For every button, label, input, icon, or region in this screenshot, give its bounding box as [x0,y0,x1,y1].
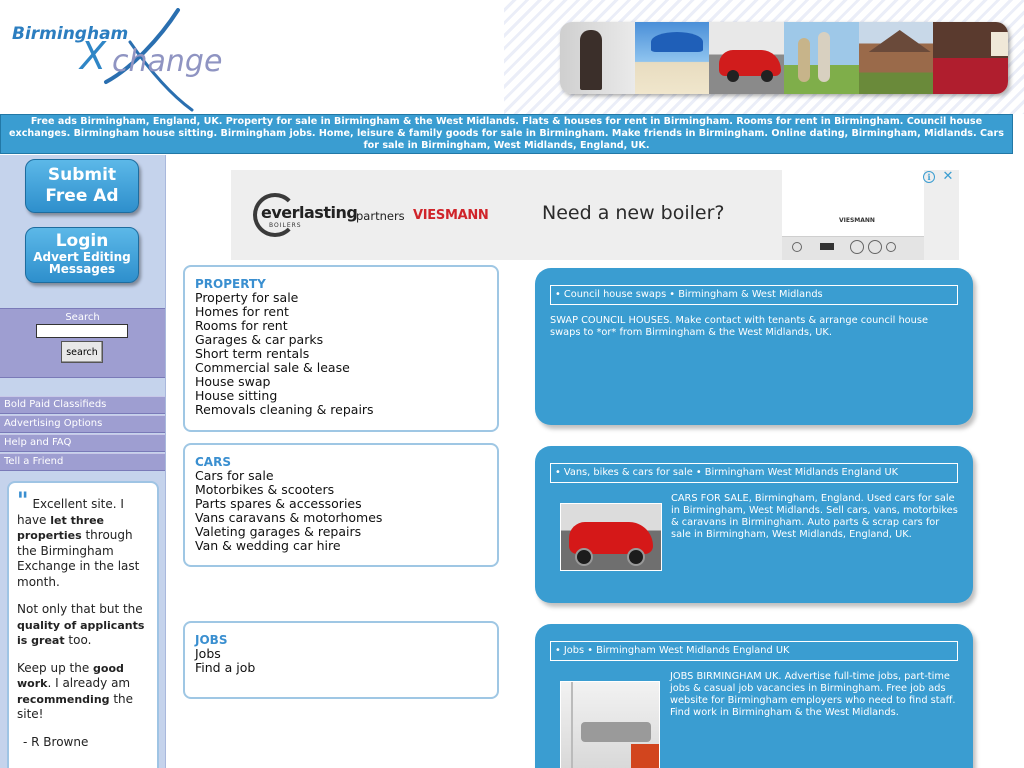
ad-close-icon[interactable]: ✕ [942,170,954,184]
cars-link[interactable]: Van & wedding car hire [195,538,341,553]
login-button-line1: Login [55,231,109,251]
testimonial-bold-text: quality of applicants is great [17,618,145,647]
site-description-banner: Free ads Birmingham, England, UK. Property for sale in Birmingham & the West Midlands. Flats & houses for rent in Birmingham. Rooms for rent in Birmingham. Council house exchanges. Birmingham house sitting. Birmingham jobs. Home, leisure & family goods for sale in Birmingham. Make friends in Birmingham. Online dating, Birmingham, Midlands. Cars for sale in Birmingham, West Midlands, England, UK. [0,114,1013,154]
property-link[interactable]: Homes for rent [195,304,289,319]
property-link[interactable]: Property for sale [195,290,299,305]
quote-mark-icon: " [17,488,29,514]
ad-partner-logo: VIESMANN [413,208,489,223]
property-link[interactable]: Rooms for rent [195,318,288,333]
ad-headline: Need a new boiler? [542,202,725,224]
testimonial-text: the site! [17,691,134,721]
testimonial-text: Keep up the [17,660,94,675]
office-thumbnail[interactable] [560,681,660,768]
council-house-promo-title[interactable]: • Council house swaps • Birmingham & West Midlands [550,285,958,305]
logo-x-letter: X [80,34,107,78]
red-car-photo [709,22,784,94]
red-car-thumbnail[interactable] [560,503,662,571]
cars-heading[interactable]: CARS [195,455,231,469]
bedroom-photo [933,22,1008,94]
search-panel [0,308,165,378]
sidebar-item-advertising-options[interactable]: Advertising Options [0,415,165,433]
cars-category-box [183,443,499,567]
property-heading[interactable]: PROPERTY [195,277,266,291]
property-link[interactable]: Garages & car parks [195,332,324,347]
jobs-promo-title[interactable]: • Jobs • Birmingham West Midlands England UK [550,641,958,661]
cars-promo-title[interactable]: • Vans, bikes & cars for sale • Birmingham West Midlands England UK [550,463,958,483]
header [0,0,1024,151]
login-button[interactable] [25,227,139,283]
ad-partners-text: partners [356,209,405,223]
testimonial-bold-text: good work [17,661,124,690]
cars-link[interactable]: Parts spares & accessories [195,496,362,511]
testimonial-text: through the Birmingham Exchange in the last month. [17,528,140,589]
jobs-promo-text: JOBS BIRMINGHAM UK. Advertise full-time jobs, part-time jobs & casual job vacancies in Birmingham. Free job ads website for Birmingham employers who need to find staff. Find work in Birmingham & the West Midlands. [670,671,956,718]
main-content [167,155,1024,768]
cars-promo-text: CARS FOR SALE, Birmingham, England. Used cars for sale in Birmingham, West Midlands. Sell cars, vans, motorbikes & caravans in Birmingham. Auto parts & scrap cars for sale in Birmingham, West Midlands, England, UK. [671,493,958,540]
cars-link[interactable]: Valeting garages & repairs [195,524,362,539]
property-link[interactable]: House sitting [195,388,278,403]
login-button-line3: Messages [48,262,116,276]
testimonial-paragraph-2 [17,602,149,649]
jobs-category-box [183,621,499,699]
login-button-line2: Advert Editing [33,250,131,264]
couple-photo [560,22,635,94]
advertisement-banner[interactable] [231,170,959,260]
jobs-heading[interactable]: JOBS [195,633,228,647]
search-label: Search [65,312,100,323]
testimonial-text: too. [64,633,92,647]
property-link[interactable]: House swap [195,374,271,389]
beach-umbrella-photo [635,22,710,94]
logo-change-text: change [112,44,223,79]
testimonial-paragraph-3 [17,661,149,723]
council-house-promo [535,268,973,425]
jobs-link[interactable]: Jobs [195,646,221,661]
testimonial-bold-text: let three properties [17,513,105,542]
ad-brand-name: everlasting [261,203,358,222]
property-link[interactable]: Removals cleaning & repairs [195,402,374,417]
submit-free-ad-button[interactable] [25,159,139,213]
testimonial-bold-text: recommending [17,692,110,706]
submit-button-line2: Free Ad [45,186,119,206]
sidebar-menu [0,396,165,472]
testimonial-text: Not only that but the [17,602,143,616]
testimonial-text: . I already am [47,676,131,690]
cars-promo [535,446,973,603]
logo-birmingham-text: Birmingham [12,24,129,44]
testimonial-text: Excellent site. I have [17,497,124,527]
testimonial-paragraph-1 [17,488,149,590]
house-photo [859,22,934,94]
search-input[interactable] [36,324,128,338]
ad-info-icon[interactable]: i [923,171,935,183]
property-link[interactable]: Commercial sale & lease [195,360,350,375]
testimonial-author: - R Browne [23,734,89,749]
cars-link[interactable]: Vans caravans & motorhomes [195,510,383,525]
sidebar-item-bold-paid-classifieds[interactable]: Bold Paid Classifieds [0,396,165,414]
sidebar [0,155,166,768]
council-house-promo-text: SWAP COUNCIL HOUSES. Make contact with tenants & arrange council house swaps to *or* from Birmingham & the West Midlands, UK. [550,315,928,338]
jobs-promo [535,624,973,768]
family-photo [784,22,859,94]
header-photo-strip [560,22,1008,94]
property-link[interactable]: Short term rentals [195,346,310,361]
property-category-box [183,265,499,432]
boiler-image [782,170,924,260]
boiler-brand-label: VIESMANN [839,217,875,224]
testimonial-box [7,481,159,768]
ad-brand-subtitle: BOILERS [269,222,302,229]
jobs-link[interactable]: Find a job [195,660,256,675]
sidebar-item-tell-a-friend[interactable]: Tell a Friend [0,453,165,471]
cars-link[interactable]: Cars for sale [195,468,274,483]
submit-button-line1: Submit [47,165,117,185]
search-button[interactable]: search [61,341,103,363]
cars-link[interactable]: Motorbikes & scooters [195,482,335,497]
sidebar-item-help-and-faq[interactable]: Help and FAQ [0,434,165,452]
site-logo[interactable] [10,8,280,112]
